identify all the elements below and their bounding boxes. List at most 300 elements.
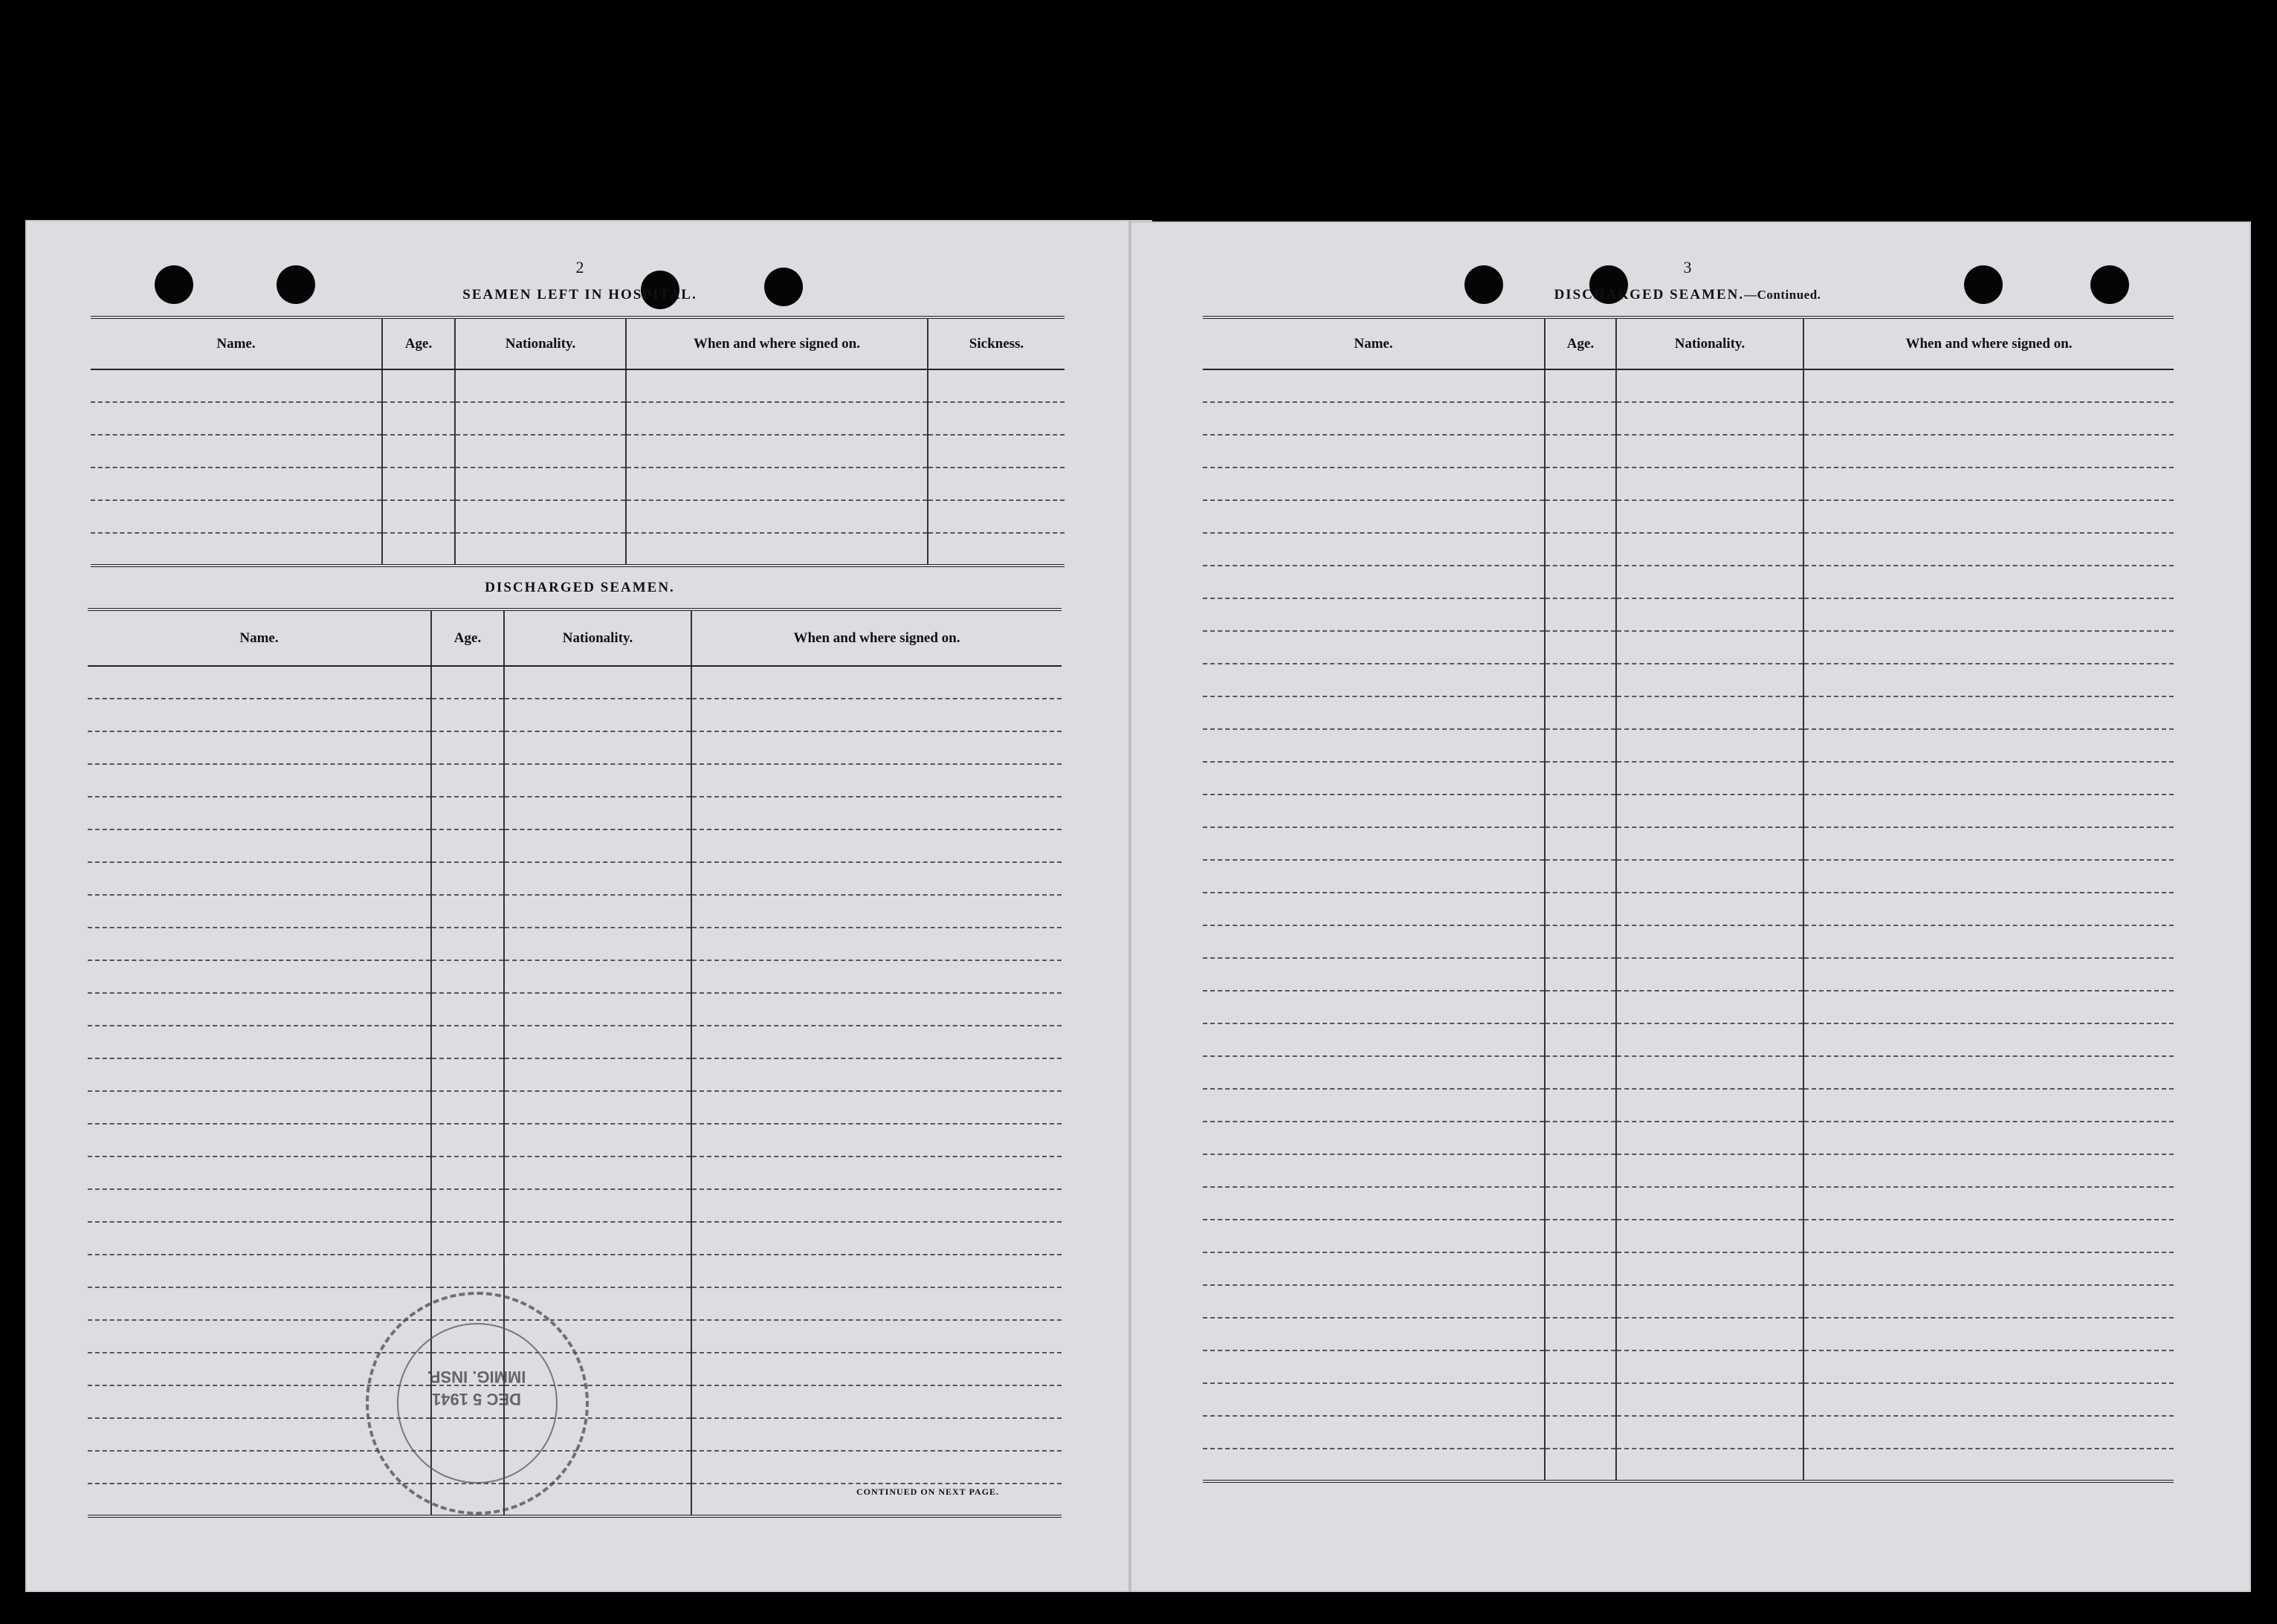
blank-entry-cell	[1803, 893, 2174, 925]
table-row	[1203, 795, 2174, 827]
blank-entry-cell	[1545, 435, 1616, 468]
blank-entry-cell	[1545, 1089, 1616, 1122]
blank-entry-cell	[1203, 1252, 1545, 1285]
table-row	[1203, 1383, 2174, 1416]
table-row	[88, 895, 1062, 928]
column-header-name: Name.	[88, 609, 431, 666]
blank-entry-cell	[431, 829, 504, 862]
table-row	[88, 797, 1062, 829]
blank-entry-cell	[1545, 1187, 1616, 1220]
blank-entry-cell	[1803, 1154, 2174, 1187]
blank-entry-cell	[91, 468, 382, 500]
blank-entry-cell	[1203, 402, 1545, 435]
table-row	[1203, 1089, 2174, 1122]
blank-entry-cell	[1545, 631, 1616, 664]
blank-entry-cell	[1803, 598, 2174, 631]
table-row	[1203, 696, 2174, 729]
blank-entry-cell	[88, 993, 431, 1026]
blank-entry-cell	[1545, 1416, 1616, 1449]
table-row	[91, 533, 1065, 566]
blank-entry-cell	[431, 1189, 504, 1222]
blank-entry-cell	[1803, 1220, 2174, 1252]
blank-entry-cell	[504, 829, 691, 862]
table-row	[1203, 598, 2174, 631]
blank-entry-cell	[1616, 1252, 1803, 1285]
table-row	[1203, 500, 2174, 533]
blank-entry-cell	[691, 731, 1062, 764]
blank-entry-cell	[1203, 1187, 1545, 1220]
blank-entry-cell	[1803, 402, 2174, 435]
blank-entry-cell	[431, 1091, 504, 1124]
table-row	[88, 928, 1062, 960]
blank-entry-cell	[1616, 1220, 1803, 1252]
blank-entry-cell	[1803, 533, 2174, 566]
blank-entry-cell	[928, 500, 1065, 533]
blank-entry-cell	[1203, 1318, 1545, 1350]
blank-entry-cell	[1203, 598, 1545, 631]
blank-entry-cell	[88, 1189, 431, 1222]
blank-entry-cell	[88, 1026, 431, 1058]
blank-entry-cell	[1616, 435, 1803, 468]
blank-entry-cell	[431, 666, 504, 699]
blank-entry-cell	[691, 895, 1062, 928]
blank-entry-cell	[1616, 533, 1803, 566]
table-row	[1203, 827, 2174, 860]
blank-entry-cell	[1203, 664, 1545, 696]
blank-entry-cell	[1803, 1285, 2174, 1318]
blank-entry-cell	[1203, 500, 1545, 533]
blank-entry-cell	[928, 402, 1065, 435]
blank-entry-cell	[1203, 827, 1545, 860]
punch-hole	[277, 265, 315, 304]
table-row	[1203, 566, 2174, 598]
blank-entry-cell	[1803, 1449, 2174, 1481]
blank-entry-cell	[1803, 468, 2174, 500]
table-row	[88, 764, 1062, 797]
blank-entry-cell	[626, 369, 928, 402]
blank-entry-cell	[1545, 1154, 1616, 1187]
blank-entry-cell	[1545, 762, 1616, 795]
blank-entry-cell	[91, 435, 382, 468]
blank-entry-cell	[1203, 1122, 1545, 1154]
column-header-nationality: Nationality.	[455, 317, 626, 369]
table-row	[1203, 1056, 2174, 1089]
blank-entry-cell	[1803, 696, 2174, 729]
blank-entry-cell	[1616, 566, 1803, 598]
blank-entry-cell	[91, 402, 382, 435]
blank-entry-cell	[691, 1156, 1062, 1189]
blank-entry-cell	[431, 731, 504, 764]
blank-entry-cell	[1203, 1449, 1545, 1481]
blank-entry-cell	[382, 500, 455, 533]
blank-entry-cell	[1545, 1252, 1616, 1285]
blank-entry-cell	[88, 928, 431, 960]
blank-entry-cell	[1203, 566, 1545, 598]
blank-entry-cell	[1545, 500, 1616, 533]
blank-entry-cell	[1545, 533, 1616, 566]
blank-entry-cell	[691, 1320, 1062, 1353]
blank-entry-cell	[1803, 1350, 2174, 1383]
table-row	[1203, 860, 2174, 893]
blank-entry-cell	[1203, 893, 1545, 925]
blank-entry-cell	[1545, 925, 1616, 958]
blank-entry-cell	[88, 1484, 431, 1516]
table-row	[1203, 1122, 2174, 1154]
table-row	[88, 1026, 1062, 1058]
blank-entry-cell	[691, 1418, 1062, 1451]
blank-entry-cell	[431, 1156, 504, 1189]
blank-entry-cell	[691, 1451, 1062, 1484]
table-row	[88, 1058, 1062, 1091]
blank-entry-cell	[455, 500, 626, 533]
blank-entry-cell	[1203, 991, 1545, 1023]
blank-entry-cell	[626, 500, 928, 533]
blank-entry-cell	[91, 500, 382, 533]
punch-hole	[2090, 265, 2129, 304]
blank-entry-cell	[1803, 1089, 2174, 1122]
blank-entry-cell	[1616, 1350, 1803, 1383]
blank-entry-cell	[455, 435, 626, 468]
blank-entry-cell	[431, 699, 504, 731]
blank-entry-cell	[504, 797, 691, 829]
blank-entry-cell	[88, 1222, 431, 1255]
blank-entry-cell	[1545, 1318, 1616, 1350]
table-row	[91, 435, 1065, 468]
blank-entry-cell	[691, 993, 1062, 1026]
blank-entry-cell	[1803, 1023, 2174, 1056]
page-number: 2	[575, 258, 584, 276]
blank-entry-cell	[504, 731, 691, 764]
blank-entry-cell	[1545, 1285, 1616, 1318]
table-row	[88, 1189, 1062, 1222]
blank-entry-cell	[1545, 1056, 1616, 1089]
blank-entry-cell	[691, 960, 1062, 993]
blank-entry-cell	[504, 1091, 691, 1124]
blank-entry-cell	[1803, 925, 2174, 958]
section-title-suffix: —Continued.	[1744, 288, 1821, 302]
blank-entry-cell	[1545, 1220, 1616, 1252]
blank-entry-cell	[1545, 1383, 1616, 1416]
blank-entry-cell	[431, 895, 504, 928]
table-row	[1203, 664, 2174, 696]
blank-entry-cell	[431, 1058, 504, 1091]
blank-entry-cell	[1203, 1350, 1545, 1383]
blank-entry-cell	[1616, 1023, 1803, 1056]
blank-entry-cell	[455, 369, 626, 402]
table-row	[1203, 1416, 2174, 1449]
blank-entry-cell	[1616, 991, 1803, 1023]
blank-entry-cell	[1203, 631, 1545, 664]
blank-entry-cell	[504, 666, 691, 699]
blank-entry-cell	[1203, 860, 1545, 893]
blank-entry-cell	[691, 1091, 1062, 1124]
blank-entry-cell	[1545, 1350, 1616, 1383]
blank-entry-cell	[504, 1026, 691, 1058]
blank-entry-cell	[1203, 1056, 1545, 1089]
blank-entry-cell	[626, 533, 928, 566]
table-row	[1203, 958, 2174, 991]
blank-entry-cell	[1803, 1122, 2174, 1154]
blank-entry-cell	[1616, 1187, 1803, 1220]
blank-entry-cell	[1545, 729, 1616, 762]
blank-entry-cell	[504, 862, 691, 895]
table-row	[88, 1320, 1062, 1353]
blank-entry-cell	[928, 435, 1065, 468]
blank-entry-cell	[455, 468, 626, 500]
blank-entry-cell	[1803, 566, 2174, 598]
table-row	[91, 369, 1065, 402]
table-row	[88, 666, 1062, 699]
blank-entry-cell	[691, 1058, 1062, 1091]
punch-hole	[1964, 265, 2003, 304]
blank-entry-cell	[1203, 468, 1545, 500]
table-row	[1203, 893, 2174, 925]
table-row	[88, 699, 1062, 731]
blank-entry-cell	[1803, 435, 2174, 468]
blank-entry-cell	[626, 468, 928, 500]
blank-entry-cell	[1616, 468, 1803, 500]
blank-entry-cell	[691, 1353, 1062, 1385]
blank-entry-cell	[1545, 1023, 1616, 1056]
blank-entry-cell	[88, 666, 431, 699]
blank-entry-cell	[1616, 631, 1803, 664]
table-row	[1203, 1252, 2174, 1285]
blank-entry-cell	[1803, 991, 2174, 1023]
table-row	[88, 731, 1062, 764]
blank-entry-cell	[626, 435, 928, 468]
blank-entry-cell	[1203, 369, 1545, 402]
table-row	[1203, 631, 2174, 664]
table-row	[88, 829, 1062, 862]
blank-entry-cell	[1616, 696, 1803, 729]
blank-entry-cell	[1203, 1383, 1545, 1416]
blank-entry-cell	[382, 435, 455, 468]
blank-entry-cell	[88, 731, 431, 764]
blank-entry-cell	[1616, 402, 1803, 435]
column-header-nationality: Nationality.	[504, 609, 691, 666]
blank-entry-cell	[88, 1091, 431, 1124]
blank-entry-cell	[691, 1026, 1062, 1058]
blank-entry-cell	[455, 402, 626, 435]
table-row	[1203, 762, 2174, 795]
blank-entry-cell	[1545, 860, 1616, 893]
column-header-age: Age.	[431, 609, 504, 666]
blank-entry-cell	[1616, 1056, 1803, 1089]
table-row	[88, 1156, 1062, 1189]
table-row	[1203, 402, 2174, 435]
table-row	[1203, 729, 2174, 762]
blank-entry-cell	[88, 895, 431, 928]
blank-entry-cell	[382, 533, 455, 566]
blank-entry-cell	[1616, 1089, 1803, 1122]
blank-entry-cell	[691, 666, 1062, 699]
blank-entry-cell	[88, 960, 431, 993]
continued-note: CONTINUED ON NEXT PAGE.	[856, 1486, 999, 1497]
blank-entry-cell	[504, 764, 691, 797]
hospital-table	[91, 316, 1065, 567]
blank-entry-cell	[691, 1287, 1062, 1320]
blank-entry-cell	[1545, 827, 1616, 860]
blank-entry-cell	[1203, 696, 1545, 729]
page-fold	[1128, 220, 1131, 1592]
stamp-text	[421, 1365, 532, 1410]
blank-entry-cell	[1203, 729, 1545, 762]
table-row	[1203, 369, 2174, 402]
blank-entry-cell	[1203, 762, 1545, 795]
table-row	[1203, 1154, 2174, 1187]
blank-entry-cell	[431, 764, 504, 797]
blank-entry-cell	[431, 960, 504, 993]
discharged-continued-title	[1472, 287, 1903, 303]
blank-entry-cell	[928, 533, 1065, 566]
discharged-section-title: DISCHARGED SEAMEN.	[485, 580, 675, 595]
blank-entry-cell	[691, 928, 1062, 960]
blank-entry-cell	[1203, 1220, 1545, 1252]
blank-entry-cell	[1203, 925, 1545, 958]
blank-entry-cell	[691, 1189, 1062, 1222]
blank-entry-cell	[1545, 795, 1616, 827]
blank-entry-cell	[1803, 762, 2174, 795]
blank-entry-cell	[88, 862, 431, 895]
blank-entry-cell	[691, 764, 1062, 797]
column-header-nationality: Nationality.	[1616, 317, 1803, 369]
blank-entry-cell	[691, 1222, 1062, 1255]
blank-entry-cell	[88, 1255, 431, 1287]
blank-entry-cell	[1545, 893, 1616, 925]
blank-entry-cell	[1616, 598, 1803, 631]
immigration-stamp	[366, 1292, 589, 1515]
blank-entry-cell	[455, 533, 626, 566]
table-row	[1203, 1220, 2174, 1252]
blank-entry-cell	[1545, 598, 1616, 631]
blank-entry-cell	[1616, 958, 1803, 991]
blank-entry-cell	[504, 993, 691, 1026]
blank-entry-cell	[1616, 1154, 1803, 1187]
blank-entry-cell	[1203, 435, 1545, 468]
blank-entry-cell	[1203, 795, 1545, 827]
blank-entry-cell	[1803, 1383, 2174, 1416]
blank-entry-cell	[1616, 1285, 1803, 1318]
discharged-table-right	[1203, 316, 2174, 1483]
blank-entry-cell	[91, 533, 382, 566]
blank-entry-cell	[431, 928, 504, 960]
blank-entry-cell	[1545, 369, 1616, 402]
table-row	[1203, 1285, 2174, 1318]
page-number: 3	[1683, 258, 1692, 276]
blank-entry-cell	[382, 402, 455, 435]
blank-entry-cell	[1545, 991, 1616, 1023]
blank-entry-cell	[928, 468, 1065, 500]
blank-entry-cell	[88, 1124, 431, 1156]
blank-entry-cell	[1616, 795, 1803, 827]
blank-entry-cell	[88, 1058, 431, 1091]
blank-entry-cell	[1616, 369, 1803, 402]
blank-entry-cell	[1203, 1089, 1545, 1122]
blank-entry-cell	[504, 1255, 691, 1287]
blank-entry-cell	[504, 895, 691, 928]
table-row	[91, 468, 1065, 500]
blank-entry-cell	[1803, 1416, 2174, 1449]
table-row	[1203, 991, 2174, 1023]
blank-entry-cell	[1803, 1252, 2174, 1285]
blank-entry-cell	[431, 797, 504, 829]
blank-entry-cell	[431, 1255, 504, 1287]
column-header-name: Name.	[1203, 317, 1545, 369]
blank-entry-cell	[691, 1124, 1062, 1156]
blank-entry-cell	[88, 1287, 431, 1320]
blank-entry-cell	[1616, 664, 1803, 696]
blank-entry-cell	[691, 829, 1062, 862]
blank-entry-cell	[1545, 1449, 1616, 1481]
column-header-sickness: Sickness.	[928, 317, 1065, 369]
stamp-line: DEC 5 1941	[432, 1390, 521, 1408]
blank-entry-cell	[88, 699, 431, 731]
section-title-text: DISCHARGED SEAMEN.	[1554, 287, 1745, 303]
blank-entry-cell	[691, 797, 1062, 829]
blank-entry-cell	[626, 402, 928, 435]
table-row	[88, 1255, 1062, 1287]
blank-entry-cell	[1203, 1154, 1545, 1187]
blank-entry-cell	[431, 862, 504, 895]
table-row	[88, 1222, 1062, 1255]
blank-entry-cell	[504, 1189, 691, 1222]
blank-entry-cell	[691, 1385, 1062, 1418]
blank-entry-cell	[504, 1058, 691, 1091]
blank-entry-cell	[1545, 1122, 1616, 1154]
table-row	[88, 993, 1062, 1026]
blank-entry-cell	[1803, 664, 2174, 696]
blank-entry-cell	[431, 1026, 504, 1058]
blank-entry-cell	[1616, 1122, 1803, 1154]
table-row	[1203, 1023, 2174, 1056]
table-row	[1203, 435, 2174, 468]
column-header-age: Age.	[382, 317, 455, 369]
blank-entry-cell	[691, 1255, 1062, 1287]
blank-entry-cell	[1203, 1416, 1545, 1449]
blank-entry-cell	[504, 1222, 691, 1255]
hospital-section-title: SEAMEN LEFT IN HOSPITAL.	[462, 287, 697, 303]
column-header-signed-on: When and where signed on.	[1803, 317, 2174, 369]
column-header-age: Age.	[1545, 317, 1616, 369]
blank-entry-cell	[1616, 500, 1803, 533]
blank-entry-cell	[1616, 893, 1803, 925]
blank-entry-cell	[1803, 1056, 2174, 1089]
table-row	[88, 1287, 1062, 1320]
table-row	[88, 862, 1062, 895]
blank-entry-cell	[1803, 958, 2174, 991]
table-row	[1203, 1187, 2174, 1220]
blank-entry-cell	[691, 862, 1062, 895]
blank-entry-cell	[504, 960, 691, 993]
table-row	[88, 1124, 1062, 1156]
blank-entry-cell	[504, 1124, 691, 1156]
table-row	[88, 960, 1062, 993]
blank-entry-cell	[504, 699, 691, 731]
column-header-name: Name.	[91, 317, 382, 369]
blank-entry-cell	[88, 764, 431, 797]
blank-entry-cell	[1545, 664, 1616, 696]
table-row	[1203, 1318, 2174, 1350]
column-header-signed-on: When and where signed on.	[691, 609, 1062, 666]
stamp-line: IMMIG. INSP.	[427, 1368, 526, 1386]
blank-entry-cell	[1203, 1023, 1545, 1056]
blank-entry-cell	[1803, 795, 2174, 827]
table-row	[1203, 1350, 2174, 1383]
blank-entry-cell	[1545, 566, 1616, 598]
table-row	[91, 402, 1065, 435]
blank-entry-cell	[504, 928, 691, 960]
column-header-signed-on: When and where signed on.	[626, 317, 928, 369]
